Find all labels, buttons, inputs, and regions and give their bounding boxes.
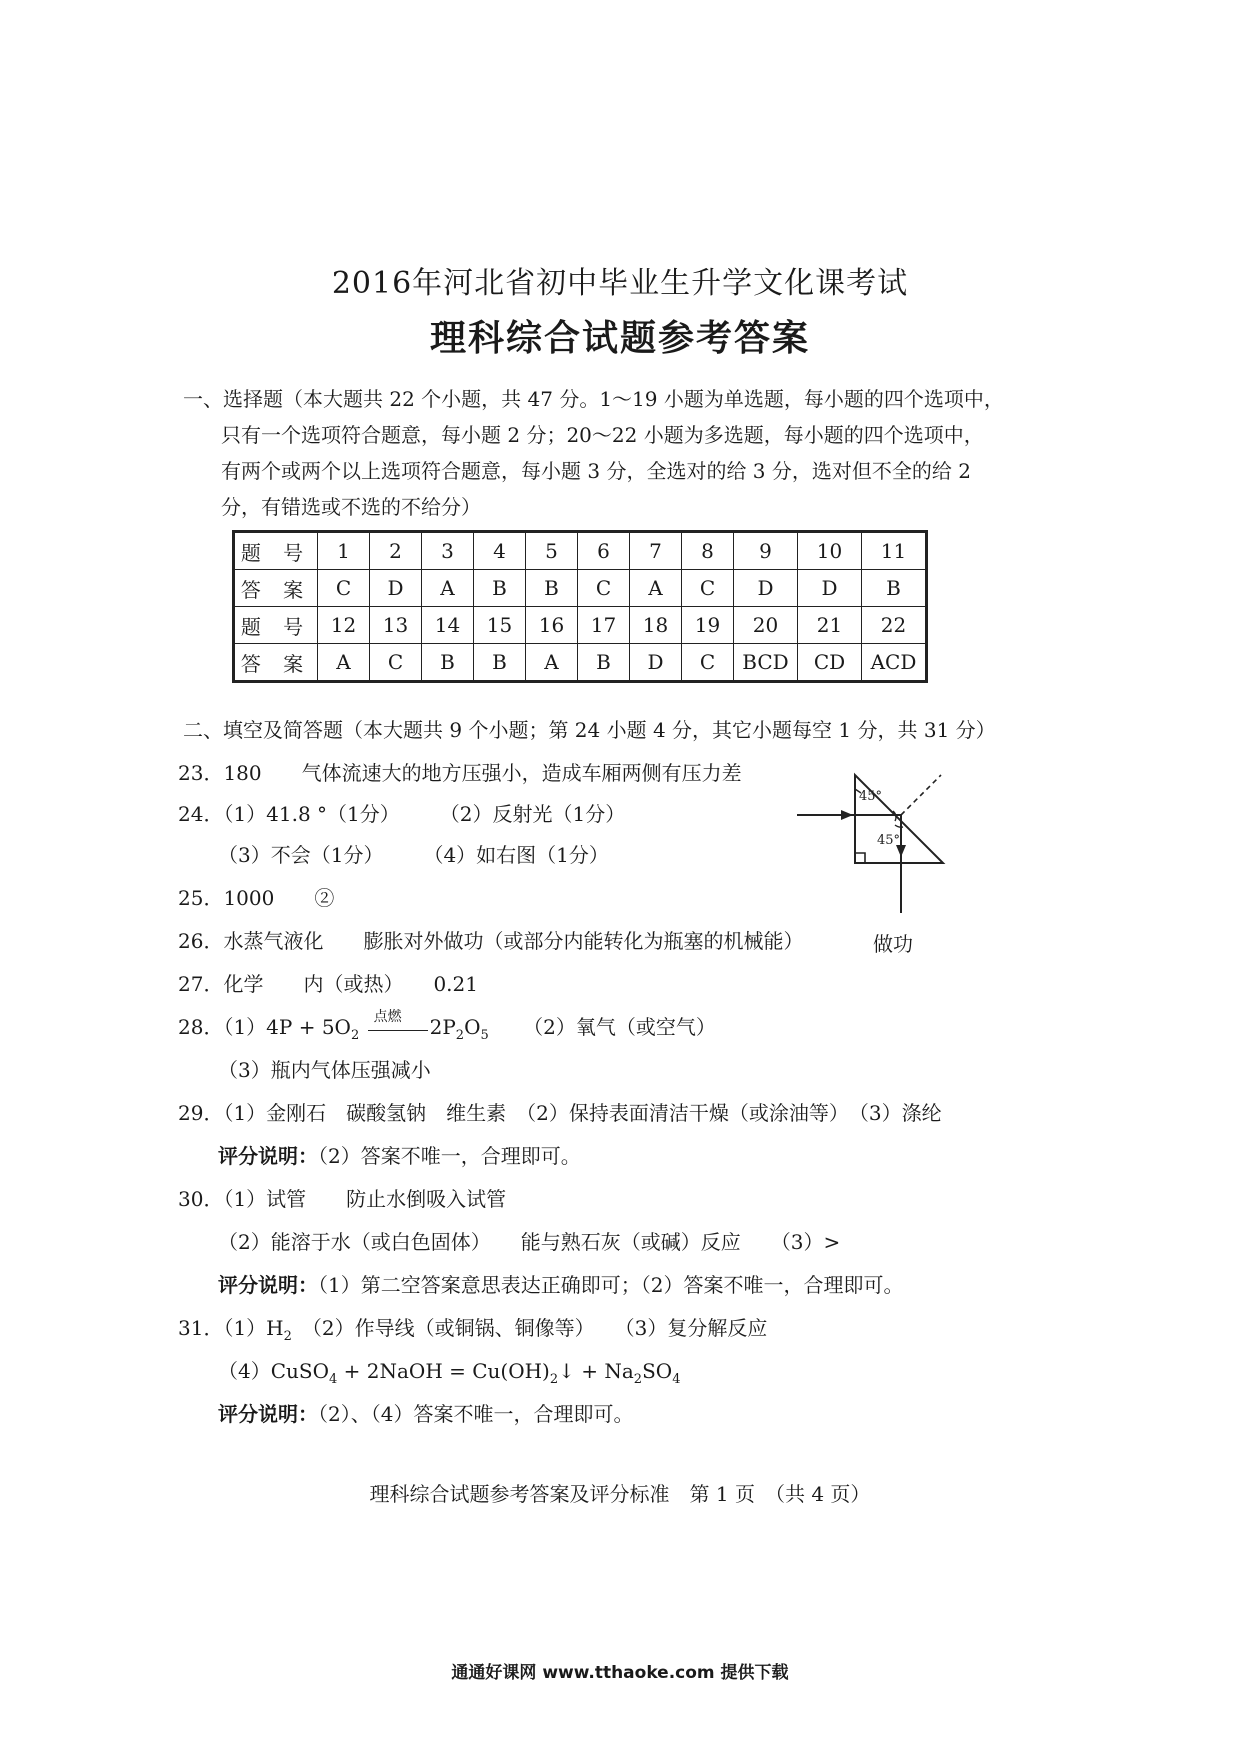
table-cell: 19	[682, 607, 734, 644]
prism-light-diagram	[795, 765, 960, 915]
table-cell: C	[682, 570, 734, 607]
equation-part: + 2NaOH = Cu(OH)	[337, 1359, 550, 1383]
section1-line4: 分，有错选或不选的不给分）	[221, 495, 481, 519]
table-cell: 6	[578, 532, 630, 570]
note-text: （1）第二空答案意思表达正确即可；（2）答案不唯一，合理即可。	[318, 1273, 904, 1297]
answer-q31-line2	[218, 1354, 680, 1397]
equation-part: （4）CuSO	[218, 1359, 330, 1383]
equation-part: 28．（1）4P + 5O	[178, 1015, 351, 1039]
table-cell: B	[526, 570, 578, 607]
table-cell: C	[370, 644, 422, 682]
table-cell: B	[578, 644, 630, 682]
grading-note-q29	[218, 1139, 581, 1173]
condition-label: 点燃	[373, 1009, 402, 1025]
table-cell: 1	[318, 532, 370, 570]
equation-part: 2P	[429, 1015, 456, 1039]
equation-part: （2）氧气（或空气）	[523, 1015, 716, 1039]
answer-q26-last: 做功	[873, 932, 913, 956]
subscript: 2	[350, 1028, 360, 1043]
table-cell: 17	[578, 607, 630, 644]
note-label: 评分说明：	[218, 1144, 318, 1168]
table-header-cell: 答 案	[234, 570, 318, 607]
table-cell: 13	[370, 607, 422, 644]
table-cell: C	[682, 644, 734, 682]
equation-part: 31．（1）H	[178, 1316, 284, 1340]
subscript: 2	[455, 1028, 465, 1043]
table-cell: 8	[682, 532, 734, 570]
table-cell: 21	[798, 607, 862, 644]
table-cell: D	[798, 570, 862, 607]
table-cell: 10	[798, 532, 862, 570]
section1-line3: 有两个或两个以上选项符合题意，每小题 3 分，全选对的给 3 分，选对但不全的给 2	[221, 459, 971, 483]
table-row	[234, 607, 927, 644]
subscript: 2	[549, 1372, 559, 1387]
angle-label-2: 45°	[877, 833, 901, 848]
table-cell: 14	[422, 607, 474, 644]
table-row	[234, 532, 927, 570]
answer-table	[232, 530, 928, 683]
note-text: （2）、（4）答案不唯一，合理即可。	[318, 1402, 634, 1426]
table-cell: 2	[370, 532, 422, 570]
table-cell: B	[422, 644, 474, 682]
subscript: 2	[633, 1372, 643, 1387]
answer-q30-line1: 30．（1）试管 防止水倒吸入试管	[178, 1187, 507, 1211]
answer-q28-line1	[178, 1010, 716, 1053]
table-cell: A	[630, 570, 682, 607]
answer-q31-line1	[178, 1311, 767, 1354]
note-text: （2）答案不唯一，合理即可。	[318, 1144, 581, 1168]
table-cell: D	[630, 644, 682, 682]
table-cell: 20	[734, 607, 798, 644]
table-cell: A	[422, 570, 474, 607]
table-cell: 22	[862, 607, 927, 644]
answer-q24-line2: （3）不会（1分） （4）如右图（1分）	[218, 843, 609, 867]
table-cell: 11	[862, 532, 927, 570]
table-cell: BCD	[734, 644, 798, 682]
table-cell: ACD	[862, 644, 927, 682]
equation-part: （2）作导线（或铜锅、铜像等） （3）复分解反应	[291, 1316, 768, 1340]
table-cell: B	[862, 570, 927, 607]
table-header-cell: 题 号	[234, 607, 318, 644]
section2-heading: 二、填空及简答题（本大题共 9 个小题；第 24 小题 4 分，其它小题每空 1 分，共 31 分）	[183, 718, 996, 742]
table-cell: 12	[318, 607, 370, 644]
answer-q28-line2: （3）瓶内气体压强减小	[218, 1058, 431, 1082]
page-footer: 理科综合试题参考答案及评分标准 第 1 页 （共 4 页）	[369, 1482, 871, 1506]
answer-q29: 29．（1）金刚石 碳酸氢钠 维生素 （2）保持表面清洁干燥（或涂油等） （3）涤纶	[178, 1101, 942, 1125]
table-row	[234, 644, 927, 682]
equation-part: O	[464, 1015, 481, 1039]
section1-line1: 一、选择题（本大题共 22 个小题，共 47 分。1～19 小题为单选题，每小题的四个选项中，	[183, 387, 1004, 411]
normal-line	[901, 775, 941, 815]
table-header-cell: 答 案	[234, 644, 318, 682]
answer-q24-line1: 24．（1）41.8 °（1分） （2）反射光（1分）	[178, 802, 626, 826]
download-credit: 通通好课网 www.tthaoke.com 提供下载	[451, 1663, 789, 1683]
subscript: 5	[480, 1028, 489, 1043]
note-label: 评分说明：	[218, 1273, 318, 1297]
subscript: 4	[329, 1372, 338, 1387]
note-label: 评分说明：	[218, 1402, 318, 1426]
table-cell: B	[474, 644, 526, 682]
table-cell: 15	[474, 607, 526, 644]
equation-part: ↓ + Na	[558, 1359, 634, 1383]
table-cell: D	[370, 570, 422, 607]
table-cell: C	[578, 570, 630, 607]
table-cell: 4	[474, 532, 526, 570]
table-cell: B	[474, 570, 526, 607]
answer-q25: 25．1000 ②	[178, 886, 335, 910]
table-cell: 9	[734, 532, 798, 570]
subscript: 2	[283, 1329, 292, 1344]
angle-label-1: 45°	[859, 789, 883, 804]
table-cell: D	[734, 570, 798, 607]
page-subtitle: 理科综合试题参考答案	[429, 318, 810, 359]
table-cell: CD	[798, 644, 862, 682]
table-header-cell: 题 号	[234, 532, 318, 570]
arrow-right-icon	[841, 810, 853, 820]
answer-q23: 23．180 气体流速大的地方压强小，造成车厢两侧有压力差	[178, 761, 742, 785]
table-cell: 3	[422, 532, 474, 570]
table-cell: 16	[526, 607, 578, 644]
page-title: 2016年河北省初中毕业生升学文化课考试	[331, 266, 909, 301]
table-cell: 7	[630, 532, 682, 570]
table-cell: 5	[526, 532, 578, 570]
table-row	[234, 570, 927, 607]
equation-part: SO	[642, 1359, 673, 1383]
table-cell: A	[318, 644, 370, 682]
answer-q30-line2: （2）能溶于水（或白色固体） 能与熟石灰（或碱）反应 （3）>	[218, 1230, 841, 1254]
answer-q26: 26．水蒸气液化 膨胀对外做功（或部分内能转化为瓶塞的机械能）	[178, 929, 804, 953]
grading-note-q31	[218, 1397, 633, 1431]
grading-note-q30	[218, 1268, 903, 1302]
answer-q27: 27．化学 内（或热） 0.21	[178, 972, 478, 996]
table-cell: 18	[630, 607, 682, 644]
section1-line2: 只有一个选项符合题意，每小题 2 分；20～22 小题为多选题，每小题的四个选项中，	[221, 423, 984, 447]
subscript: 4	[672, 1372, 681, 1387]
table-cell: A	[526, 644, 578, 682]
table-cell: C	[318, 570, 370, 607]
